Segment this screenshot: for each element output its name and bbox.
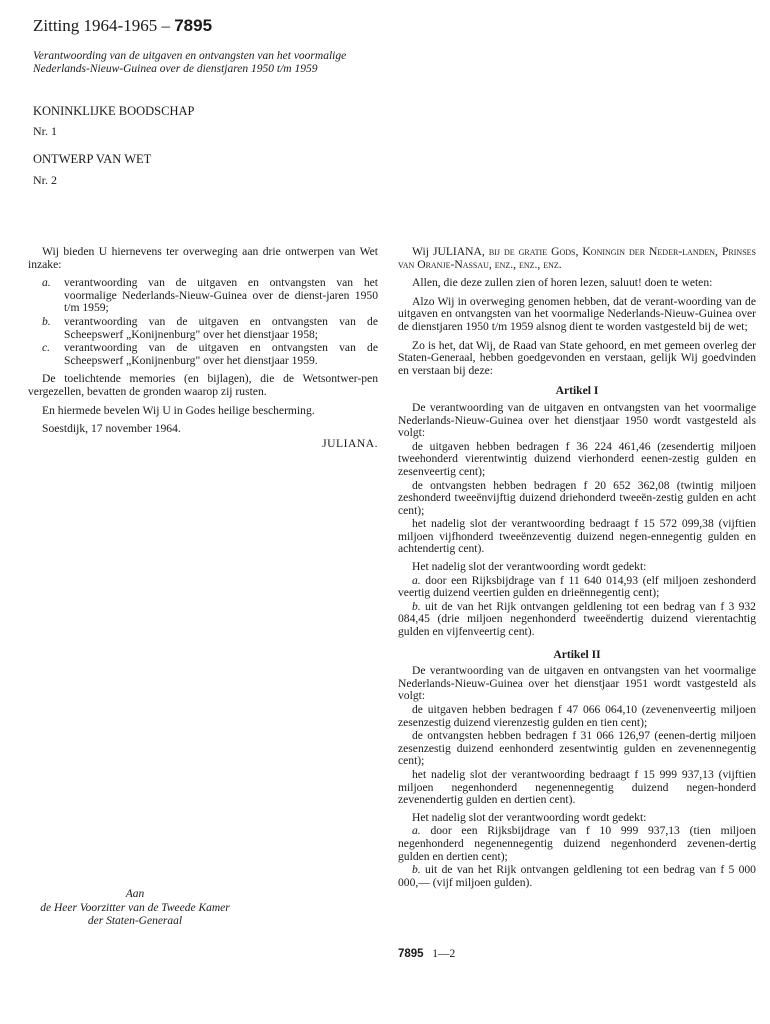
addressee-line: der Staten-Generaal: [87, 915, 183, 927]
article-1-cover-b: b. uit de van het Rijk ontvangen geldlening tot een bedrag van f 3 932 084,45 (drie miljoen negenhonderd tweeëndertig duizend vierentachtig gulden en vijfenveertig cent).: [398, 599, 756, 639]
section2-title: ONTWERP VAN WET: [33, 152, 152, 166]
addressee-line: de Heer Voorzitter van de Tweede Kamer: [40, 901, 230, 914]
salutation-paragraph: Allen, die deze zullen zien of horen lezen, saluut! doen te weten:: [412, 276, 713, 290]
preamble: Wij JULIANA, bij de gratie Gods, Koningin der Neder-landen, Prinses van Oranje-Nassau, enz., enz., enz.: [398, 245, 756, 271]
article-1-cover-a: a. door een Rijksbijdrage van f 11 640 014,93 (elf miljoen zeshonderd veertig duizend veertien gulden en drieënnegentig cent);: [398, 573, 756, 600]
article-2-title: Artikel II: [553, 647, 601, 661]
article-1-title: Artikel I: [555, 384, 599, 398]
list-item: a. verantwoording van de uitgaven en ontvangsten van het voormalige Nederlands-Nieuw-Guinea over de dienst-jaren 1950 t/m 1959;: [42, 276, 378, 315]
royal-message-column: [28, 246, 378, 450]
section1-title: KONINKLIJKE BOODSCHAP: [33, 104, 195, 118]
article-2-expenses: de uitgaven hebben bedragen f 47 066 064,10 (zevenenveertig miljoen zesenzestig duizend vierenzestig gulden en tien cent);: [398, 703, 756, 729]
addressee: [20, 888, 250, 929]
article-2-cover-b: b. uit de van het Rijk ontvangen geldlening tot een bedrag van f 5 000 000,— (vijf miljoen gulden).: [398, 863, 756, 889]
article-1-deficit: het nadelig slot der verantwoording bedraagt f 15 572 099,38 (vijftien miljoen vijfhonderd tweeënzeventig duizend negen-ennegentig gulden en achtendertig cent).: [398, 517, 756, 556]
article-2-revenues: de ontvangsten hebben bedragen f 31 066 126,97 (eenen-dertig miljoen zesenzestig duizend eenhonderd zesentwintig gulden en zevenennegentig cent);: [398, 729, 756, 768]
page-footer: [398, 948, 455, 960]
article-2-cover-a: a. door een Rijksbijdrage van f 10 999 937,13 (tien miljoen negenhonderd negenennegentig duizend negenhonderd zevenen-dertig gulden en dertien cent);: [398, 824, 756, 863]
consideration-paragraph: Alzo Wij in overweging genomen hebben, dat de verant-woording van de uitgaven en ontvangsten van het voormalige Nederlands-Nieuw-Guinea over de dienstjaren 1950 t/m 1959 alsnog dient te worden vastgesteld bij de wet;: [398, 294, 756, 333]
blessing-paragraph: En hiermede bevelen Wij U in Godes heilige bescherming.: [42, 403, 315, 417]
session-prefix: Zitting 1964-1965 –: [33, 16, 170, 35]
article-2-intro: De verantwoording van de uitgaven en ontvangsten van het voormalige Nederlands-Nieuw-Guinea over het dienstjaar 1951 wordt vastgesteld als volgt:: [398, 664, 756, 703]
footer-doc-number: 7895: [398, 948, 424, 960]
article-2-deficit: het nadelig slot der verantwoording bedraagt f 15 999 937,13 (vijftien miljoen negenhonderd negenennegentig duizend negen-honderd zevenendertig gulden en dertien cent).: [398, 767, 756, 807]
list-item: b. verantwoording van de uitgaven en ontvangsten van de Scheepswerf „Konijnenburg" over het dienstjaar 1958;: [42, 314, 378, 341]
addressee-line: Aan: [125, 888, 145, 900]
article-1-revenues: de ontvangsten hebben bedragen f 20 652 362,08 (twintig miljoen zeshonderd tweeënvijftig duizend driehonderd tweeën-zestig gulden en acht cent);: [398, 478, 756, 517]
memories-paragraph: De toelichtende memories (en bijlagen), die de Wetsontwer-pen vergezellen, bevatten de gronden waarop zij rusten.: [28, 372, 378, 398]
list-item: c. verantwoording van de uitgaven en ontvangsten van de Scheepswerf „Konijnenburg" over het dienstjaar 1959.: [42, 341, 378, 367]
bill-text-column: [398, 246, 756, 890]
place-date: Soestdijk, 17 november 1964.: [42, 422, 181, 436]
article-1-expenses: de uitgaven hebben bedragen f 36 224 461,46 (zesendertig miljoen tweehonderd vierentwintig duizend vierhonderd eenen-zestig gulden en zesenveertig cent);: [398, 439, 756, 478]
section2-number: Nr. 2: [33, 173, 57, 187]
session-title: [33, 16, 212, 36]
document-subject: Verantwoording van de uitgaven en ontvangsten van het voormalige Nederlands-Nieuw-Guinea over de dienstjaren 1950 t/m 1959: [33, 50, 347, 75]
article-2-covered: Het nadelig slot der verantwoording wordt gedekt:: [412, 810, 647, 824]
signature: JULIANA.: [322, 436, 378, 450]
section1-number: Nr. 1: [33, 124, 57, 138]
bill-list: [28, 277, 378, 367]
article-1-intro: De verantwoording van de uitgaven en ontvangsten van het voormalige Nederlands-Nieuw-Guinea over het dienstjaar 1950 wordt vastgesteld als volgt:: [398, 400, 756, 440]
session-number: 7895: [174, 16, 213, 35]
footer-page-number: 1—2: [432, 948, 456, 960]
intro-paragraph: Wij bieden U hiernevens ter overweging aan drie ontwerpen van Wet inzake:: [28, 245, 378, 271]
enactment-paragraph: Zo is het, dat Wij, de Raad van State gehoord, en met gemeen overleg der Staten-Generaal, hebben goedgevonden en verstaan, gelijk Wij goedvinden en verstaan bij deze:: [398, 338, 756, 377]
article-1-covered: Het nadelig slot der verantwoording wordt gedekt:: [412, 560, 647, 574]
